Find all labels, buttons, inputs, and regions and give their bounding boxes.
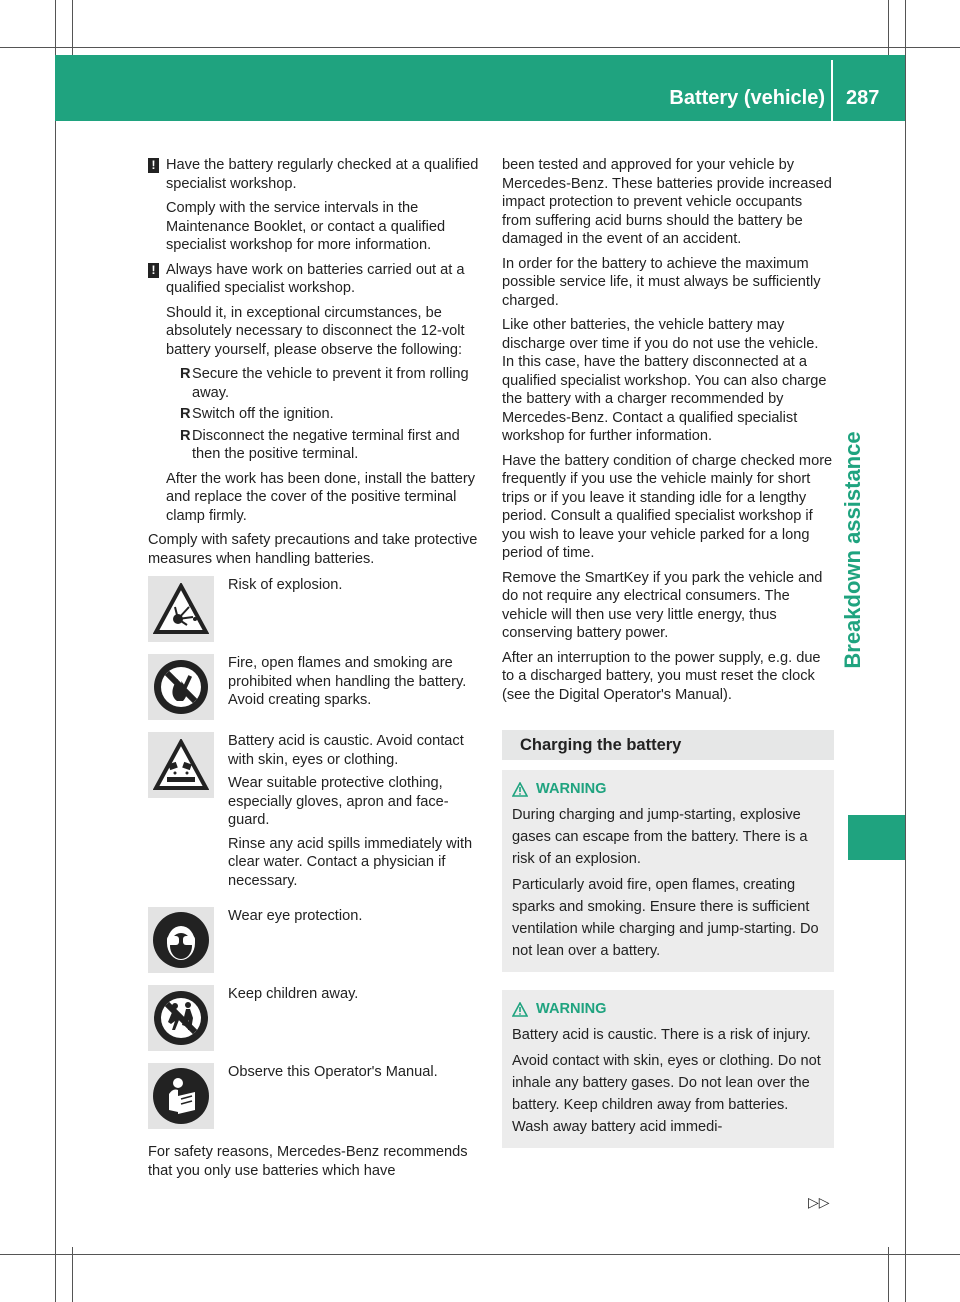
warning-triangle-icon	[512, 1002, 528, 1017]
no-fire-icon	[148, 654, 214, 720]
symbol-row	[148, 576, 480, 642]
operators-manual-icon	[148, 1063, 214, 1129]
symbol-row	[148, 654, 480, 720]
explosion-warning-icon	[148, 576, 214, 642]
continue-arrow-icon: ▷▷	[808, 1194, 830, 1210]
warning-heading	[512, 778, 824, 800]
body-paragraph: been tested and approved for your vehicle by Mercedes-Benz. These batteries provide increased impact protection to prevent vehicle occupants from suffering acid burns should the battery be damaged in the event of an accident.	[502, 157, 832, 247]
bullet-icon: R	[180, 366, 191, 382]
symbol-text	[228, 985, 480, 1051]
symbol-description: Observe this Operator's Manual.	[228, 1064, 438, 1080]
crop-mark	[0, 1254, 960, 1255]
bullet-icon: R	[180, 427, 191, 444]
list-item-text: Disconnect the negative terminal first and then the positive terminal.	[192, 427, 460, 462]
warning-text: Avoid contact with skin, eyes or clothing. Do not inhale any battery gases. Do not lean over the battery. Keep children away from batteries. Wash away battery acid immedi-	[512, 1053, 821, 1135]
note-text: Should it, in exceptional circumstances, be absolutely necessary to disconnect the 12-volt battery yourself, please observe the following:	[166, 304, 465, 358]
header-divider	[831, 60, 833, 121]
body-paragraph: Remove the SmartKey if you park the vehicle and do not require any electrical consumers. The vehicle will then use very little energy, thus conserving battery power.	[502, 569, 823, 641]
page-number: 287	[846, 87, 880, 109]
warning-text: During charging and jump-starting, explosive gases can escape from the battery. There is a risk of an explosion.	[512, 807, 808, 867]
body-paragraph: Like other batteries, the vehicle battery may discharge over time if you do not use the vehicle. In this case, have the battery disconnected at a qualified specialist workshop. You can also charge the battery with a charger recommended by Mercedes-Benz. Contact a qualified specialist workshop for further information.	[502, 317, 827, 444]
symbol-row	[148, 985, 480, 1051]
symbol-description: Wear suitable protective clothing, especially gloves, apron and face-guard.	[228, 775, 449, 828]
warning-box	[502, 990, 834, 1148]
list-item-text: Switch off the ignition.	[192, 406, 334, 422]
symbol-description: Wear eye protection.	[228, 908, 363, 924]
side-tab-label: Breakdown assistance	[840, 431, 865, 669]
warning-text: Battery acid is caustic. There is a risk of injury.	[512, 1027, 811, 1043]
body-paragraph: In order for the battery to achieve the maximum possible service life, it must always be sufficiently charged.	[502, 255, 821, 309]
bullet-icon: R	[180, 406, 191, 422]
bullet-list	[166, 365, 480, 464]
symbol-row	[148, 907, 480, 973]
symbol-description: Battery acid is caustic. Avoid contact with skin, eyes or clothing.	[228, 733, 464, 768]
crop-mark	[72, 0, 73, 55]
crop-mark	[905, 0, 906, 1302]
exclamation-icon: !	[148, 158, 159, 173]
crop-mark	[55, 0, 56, 1302]
symbol-description: Risk of explosion.	[228, 577, 343, 593]
warning-text: Particularly avoid fire, open flames, creating sparks and smoking. Ensure there is sufficient ventilation while charging and jump-starting. Do not lean over a battery.	[512, 877, 819, 959]
warning-title: WARNING	[536, 1001, 607, 1017]
page-title: Battery (vehicle)	[669, 87, 825, 109]
crop-mark	[888, 1247, 889, 1302]
side-tab-marker	[848, 815, 905, 860]
note-text: After the work has been done, install the battery and replace the cover of the positive terminal clamp firmly.	[166, 470, 476, 524]
left-column	[148, 156, 480, 1186]
note-1	[148, 156, 480, 255]
crop-mark	[888, 0, 889, 55]
exclamation-icon: !	[148, 263, 159, 278]
body-paragraph: After an interruption to the power supply, e.g. due to a discharged battery, you must reset the clock (see the Digital Operator's Manual).	[502, 649, 821, 703]
symbol-text	[228, 1063, 480, 1129]
symbol-row	[148, 732, 480, 895]
warning-triangle-icon	[512, 782, 528, 797]
list-item	[180, 427, 480, 464]
warning-box	[502, 770, 834, 972]
section-heading: Charging the battery	[502, 730, 834, 760]
list-item-text: Secure the vehicle to prevent it from rolling away.	[192, 366, 469, 401]
symbol-row	[148, 1063, 480, 1129]
list-item	[180, 405, 480, 424]
warning-title: WARNING	[536, 781, 607, 797]
keep-children-away-icon	[148, 985, 214, 1051]
symbol-text	[228, 907, 480, 973]
crop-mark	[72, 1247, 73, 1302]
note-text: Always have work on batteries carried out at a qualified specialist workshop.	[166, 261, 465, 296]
symbol-text	[228, 576, 480, 642]
eye-protection-icon	[148, 907, 214, 973]
symbol-text	[228, 654, 480, 720]
note-text: Have the battery regularly checked at a qualified specialist workshop.	[166, 157, 479, 192]
symbol-description: Fire, open flames and smoking are prohibited when handling the battery. Avoid creating sparks.	[228, 655, 467, 708]
crop-mark	[0, 47, 960, 48]
note-text: Comply with the service intervals in the Maintenance Booklet, or contact a qualified specialist workshop for more information.	[166, 200, 446, 253]
symbol-description: Rinse any acid spills immediately with clear water. Contact a physician if necessary.	[228, 835, 473, 889]
symbol-description: Keep children away.	[228, 986, 359, 1002]
closing-text: For safety reasons, Mercedes-Benz recommends that you only use batteries which have	[148, 1144, 468, 1179]
intro-text: Comply with safety precautions and take protective measures when handling batteries.	[148, 532, 478, 567]
right-column	[502, 156, 834, 1166]
list-item	[180, 365, 480, 402]
warning-heading	[512, 998, 824, 1020]
note-2	[148, 261, 480, 526]
symbol-text	[228, 732, 480, 895]
body-paragraph: Have the battery condition of charge checked more frequently if you use the vehicle mainly for short trips or if you leave it standing idle for a lengthy period. Consult a qualified specialist workshop if you wish to leave your vehicle parked for a long period of time.	[502, 452, 833, 561]
corrosive-warning-icon	[148, 732, 214, 798]
